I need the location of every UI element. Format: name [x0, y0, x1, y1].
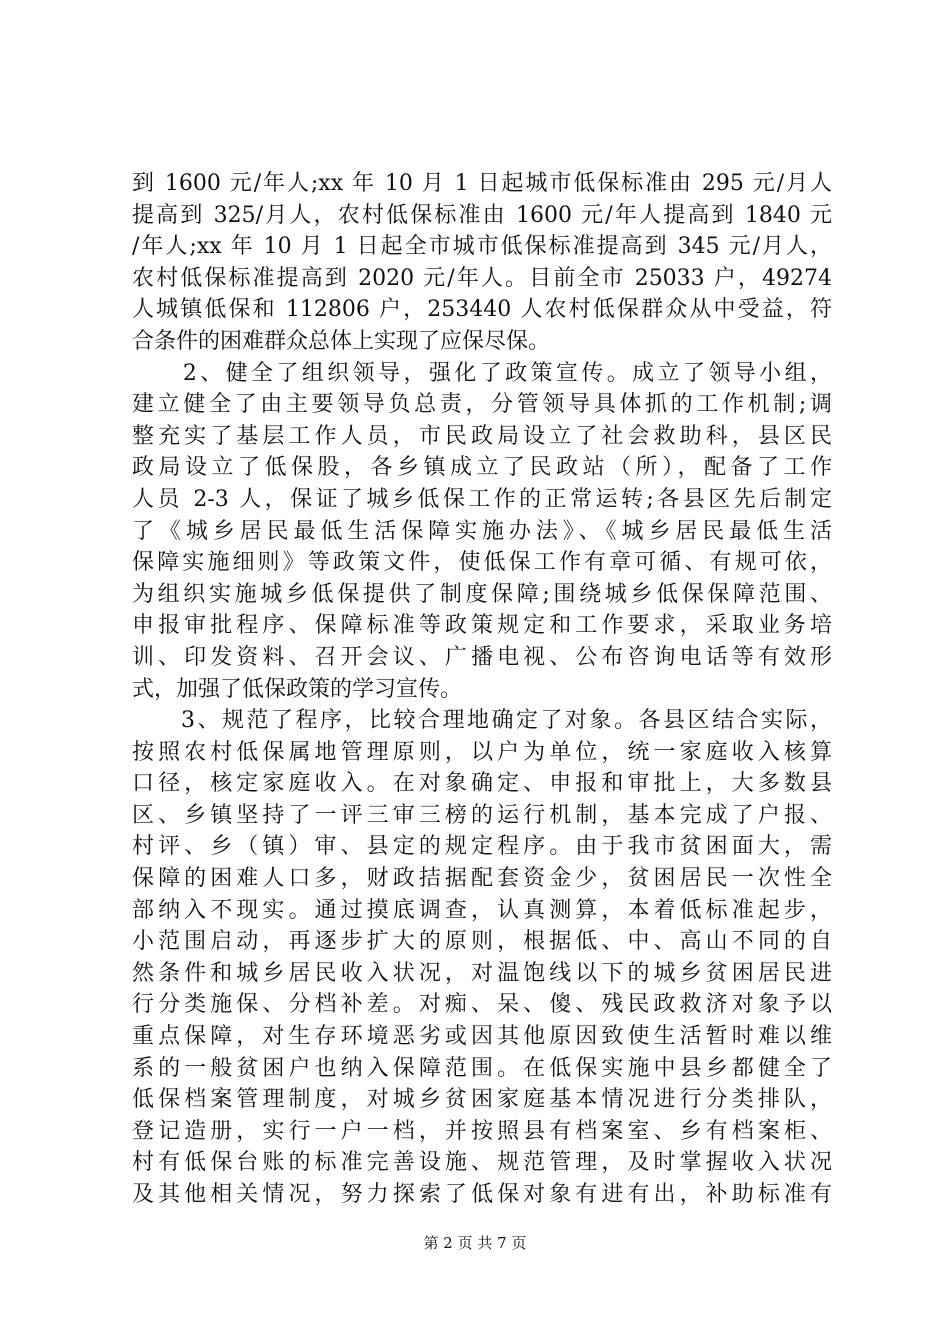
text-line: 保障实施细则》等政策文件，使低保工作有章可循、有规可依， — [132, 550, 832, 576]
text-line: 村评、乡（镇）审、县定的规定程序。由于我市贫困面大，需 — [132, 834, 832, 860]
body-text — [132, 168, 832, 1211]
text-line: 到 1600 元/年人;xx 年 10 月 1 日起城市低保标准由 295 元/月人 — [132, 171, 832, 196]
text-line: 部纳入不现实。通过摸底调查，认真测算，本着低标准起步， — [132, 897, 832, 923]
text-line: 然条件和城乡居民收入状况，对温饱线以下的城乡贫困居民进 — [132, 960, 832, 986]
text-line: 申报审批程序、保障标准等政策规定和工作要求，采取业务培 — [132, 613, 832, 639]
text-line: 政局设立了低保股，各乡镇成立了民政站（所），配备了工作 — [132, 455, 832, 481]
text-line: 2、健全了组织领导，强化了政策宣传。成立了领导小组， — [132, 360, 832, 386]
text-line: 小范围启动，再逐步扩大的原则，根据低、中、高山不同的自 — [132, 929, 832, 955]
text-line: 保障的困难人口多，财政拮据配套资金少，贫困居民一次性全 — [132, 866, 832, 892]
text-line: 式，加强了低保政策的学习宣传。 — [132, 676, 463, 702]
text-line: 系的一般贫困户也纳入保障范围。在低保实施中县乡都健全了 — [132, 1055, 832, 1081]
text-line: 3、规范了程序，比较合理地确定了对象。各县区结合实际， — [132, 708, 832, 734]
text-line: 为组织实施城乡低保提供了制度保障;围绕城乡低保保障范围、 — [132, 581, 832, 607]
text-line: 训、印发资料、召开会议、广播电视、公布咨询电话等有效形 — [132, 644, 832, 670]
text-line: 行分类施保、分档补差。对痴、呆、傻、残民政救济对象予以 — [132, 992, 832, 1018]
text-line: 低保档案管理制度，对城乡贫困家庭基本情况进行分类排队， — [132, 1087, 832, 1113]
text-line: 区、乡镇坚持了一评三审三榜的运行机制，基本完成了户报、 — [132, 802, 832, 828]
text-line: 口径，核定家庭收入。在对象确定、申报和审批上，大多数县 — [132, 771, 832, 797]
text-line: 重点保障，对生存环境恶劣或因其他原因致使生活暂时难以维 — [132, 1024, 832, 1050]
text-line: 人员 2-3 人，保证了城乡低保工作的正常运转;各县区先后制定 — [132, 486, 832, 512]
text-line: 人城镇低保和 112806 户，253440 人农村低保群众从中受益，符 — [132, 297, 832, 323]
text-line: 合条件的困难群众总体上实现了应保尽保。 — [132, 328, 551, 354]
text-line: 按照农村低保属地管理原则，以户为单位，统一家庭收入核算 — [132, 739, 832, 765]
text-line: 及其他相关情况，努力探索了低保对象有进有出，补助标准有 — [132, 1182, 832, 1207]
text-line: 建立健全了由主要领导负总责，分管领导具体抓的工作机制;调 — [132, 392, 832, 418]
text-line: 了《城乡居民最低生活保障实施办法》、《城乡居民最低生活 — [132, 518, 832, 544]
text-line: 村有低保台账的标准完善设施、规范管理，及时掌握收入状况 — [132, 1150, 832, 1176]
text-line: /年人;xx 年 10 月 1 日起全市城市低保标准提高到 345 元/月人， — [132, 234, 832, 260]
text-line: 整充实了基层工作人员，市民政局设立了社会救助科，县区民 — [132, 423, 832, 449]
page-footer: 第 2 页 共 7 页 — [423, 1234, 527, 1252]
text-line: 提高到 325/月人，农村低保标准由 1600 元/年人提高到 1840 元 — [132, 202, 832, 228]
text-line: 农村低保标准提高到 2020 元/年人。目前全市 25033 户，49274 — [132, 265, 832, 291]
text-line: 登记造册，实行一户一档，并按照县有档案室、乡有档案柜、 — [132, 1118, 832, 1144]
